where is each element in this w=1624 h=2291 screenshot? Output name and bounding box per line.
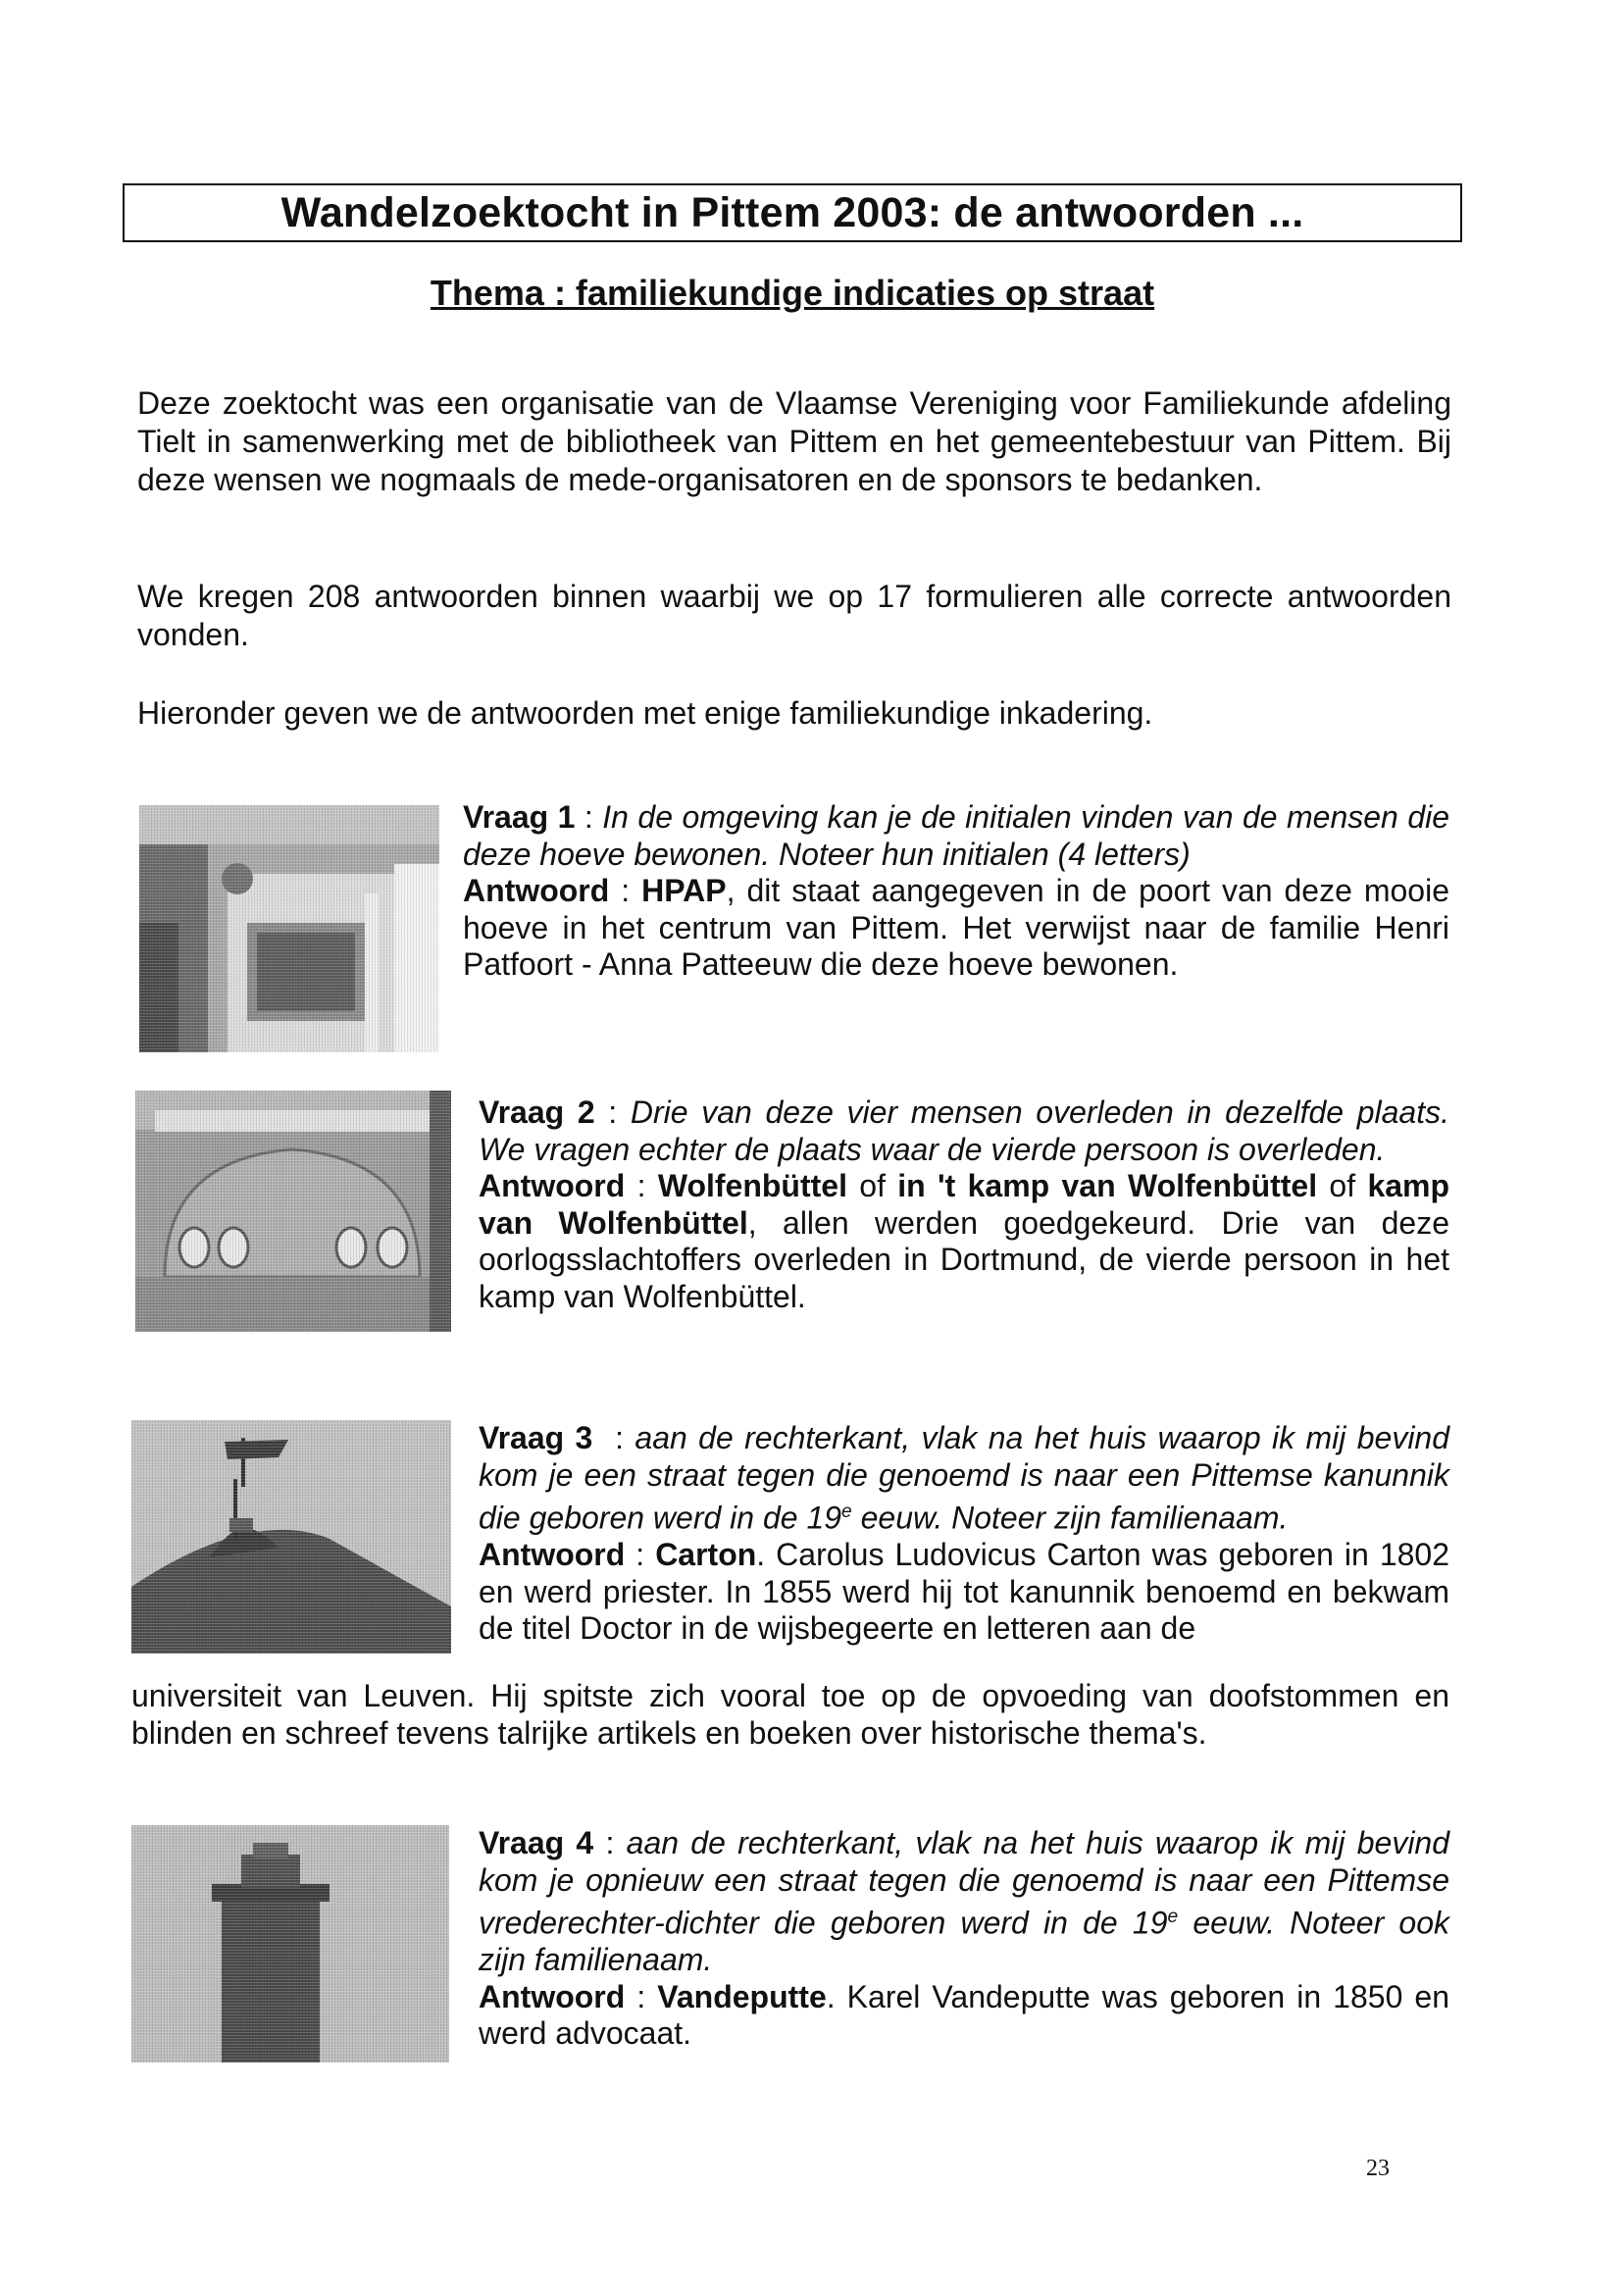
answer-1-label: Antwoord: [463, 873, 610, 908]
answer-2-value-3: kamp van Wolfenbüttel: [479, 1168, 1450, 1241]
question-3-superscript: e: [841, 1502, 852, 1522]
answer-1-value: HPAP: [641, 873, 727, 908]
answer-2-label: Antwoord: [479, 1168, 626, 1203]
answer-2-or-2: of: [1317, 1168, 1368, 1203]
question-4-sep: :: [593, 1825, 627, 1860]
question-3-label: Vraag 3: [479, 1420, 593, 1455]
intro-paragraph-3: Hieronder geven we de antwoorden met enige familiekundige inkadering.: [137, 695, 1153, 731]
question-4-text-a: aan de rechterkant, vlak na het huis waarop ik mij bevind kom je opnieuw een straat tegen die genoemd is naar een Pittemse vrederechter-dichter die geboren werd in de 19: [479, 1825, 1450, 1941]
question-2-sep: :: [594, 1095, 631, 1130]
answer-4-value: Vandeputte: [657, 1978, 827, 2014]
answer-2-sep: :: [625, 1168, 658, 1203]
question-2-label: Vraag 2: [479, 1095, 595, 1130]
answer-2-or-1: of: [846, 1168, 898, 1203]
question-4-superscript: e: [1167, 1907, 1179, 1927]
answer-2-value-1: Wolfenbüttel: [657, 1168, 847, 1203]
question-3-text-b: eeuw. Noteer zijn familienaam.: [851, 1500, 1289, 1536]
intro-paragraph-2: We kregen 208 antwoorden binnen waarbij we op 17 formulieren alle correcte antwoorden vonden.: [137, 579, 1451, 652]
question-2: [479, 1095, 1449, 1315]
question-4-text-b: eeuw. Noteer ook zijn familienaam.: [479, 1905, 1450, 1978]
page-title: Wandelzoektocht in Pittem 2003: de antwoorden ...: [280, 188, 1304, 236]
answer-2-value-2: in 't kamp van Wolfenbüttel: [897, 1168, 1318, 1203]
question-1-label: Vraag 1: [463, 799, 576, 835]
answer-1-sep: :: [609, 873, 642, 908]
question-4: [479, 1825, 1449, 2053]
answer-4-sep: :: [625, 1978, 658, 2014]
question-1-sep: :: [575, 799, 603, 835]
page-number: 23: [1366, 2156, 1390, 2181]
memorial-plaque-photo: [135, 1091, 451, 1332]
title-box: [123, 183, 1462, 242]
subtitle: Thema : familiekundige indicaties op straat: [430, 273, 1155, 313]
question-4-label: Vraag 4: [479, 1825, 594, 1860]
question-2-text: Drie van deze vier mensen overleden in dezelfde plaats. We vragen echter de plaats waar de vierde persoon is overleden.: [479, 1095, 1450, 1167]
question-1-text: In de omgeving kan je de initialen vinden van de mensen die deze hoeve bewonen. Noteer hun initialen (4 letters): [463, 799, 1450, 872]
intro-paragraph-1: Deze zoektocht was een organisatie van de Vlaamse Vereniging voor Familiekunde afdeling Tielt in samenwerking met de bibliotheek van Pittem en het gemeentebestuur van Pittem. Bij deze wensen we nogmaals de mede-organisatoren en de sponsors te bedanken.: [137, 385, 1451, 497]
answer-4-explanation: . Karel Vandeputte was geboren in 1850 en werd advocaat.: [479, 1978, 1450, 2052]
answer-3-explanation-b: universiteit van Leuven. Hij spitste zich vooral toe op de opvoeding van doofstommen en blinden en schreef tevens talrijke artikels en boeken over historische thema's.: [131, 1678, 1449, 1751]
answer-3-explanation-a: . Carolus Ludovicus Carton was geboren in 1802 en werd priester. In 1855 werd hij tot kanunnik benoemd en bekwam de titel Doctor in de wijsbegeerte en letteren aan de: [479, 1537, 1450, 1647]
answer-4-label: Antwoord: [479, 1978, 626, 2014]
question-3-sep: :: [592, 1420, 635, 1455]
question-3: [479, 1420, 1449, 1648]
question-3-text-a: aan de rechterkant, vlak na het huis waarop ik mij bevind kom je een straat tegen die genoemd is naar een Pittemse kanunnik die geboren werd in de 19: [479, 1420, 1450, 1536]
chimney-photo: [131, 1825, 449, 2062]
answer-3-sep: :: [625, 1537, 656, 1573]
question-1: [463, 799, 1449, 984]
weathervane-roof-photo: [131, 1420, 451, 1654]
answer-2-explanation: , allen werden goedgekeurd. Drie van deze oorlogsslachtoffers overleden in Dortmund, de vierde persoon in het kamp van Wolfenbüttel.: [479, 1204, 1450, 1314]
answer-1-explanation: , dit staat aangegeven in de poort van deze mooie hoeve in het centrum van Pittem. Het verwijst naar de familie Henri Patfoort - Anna Patteeuw die deze hoeve bewonen.: [463, 873, 1450, 982]
answer-3-label: Antwoord: [479, 1537, 626, 1573]
farm-gate-photo: [139, 805, 439, 1052]
answer-3-value: Carton: [655, 1537, 757, 1573]
